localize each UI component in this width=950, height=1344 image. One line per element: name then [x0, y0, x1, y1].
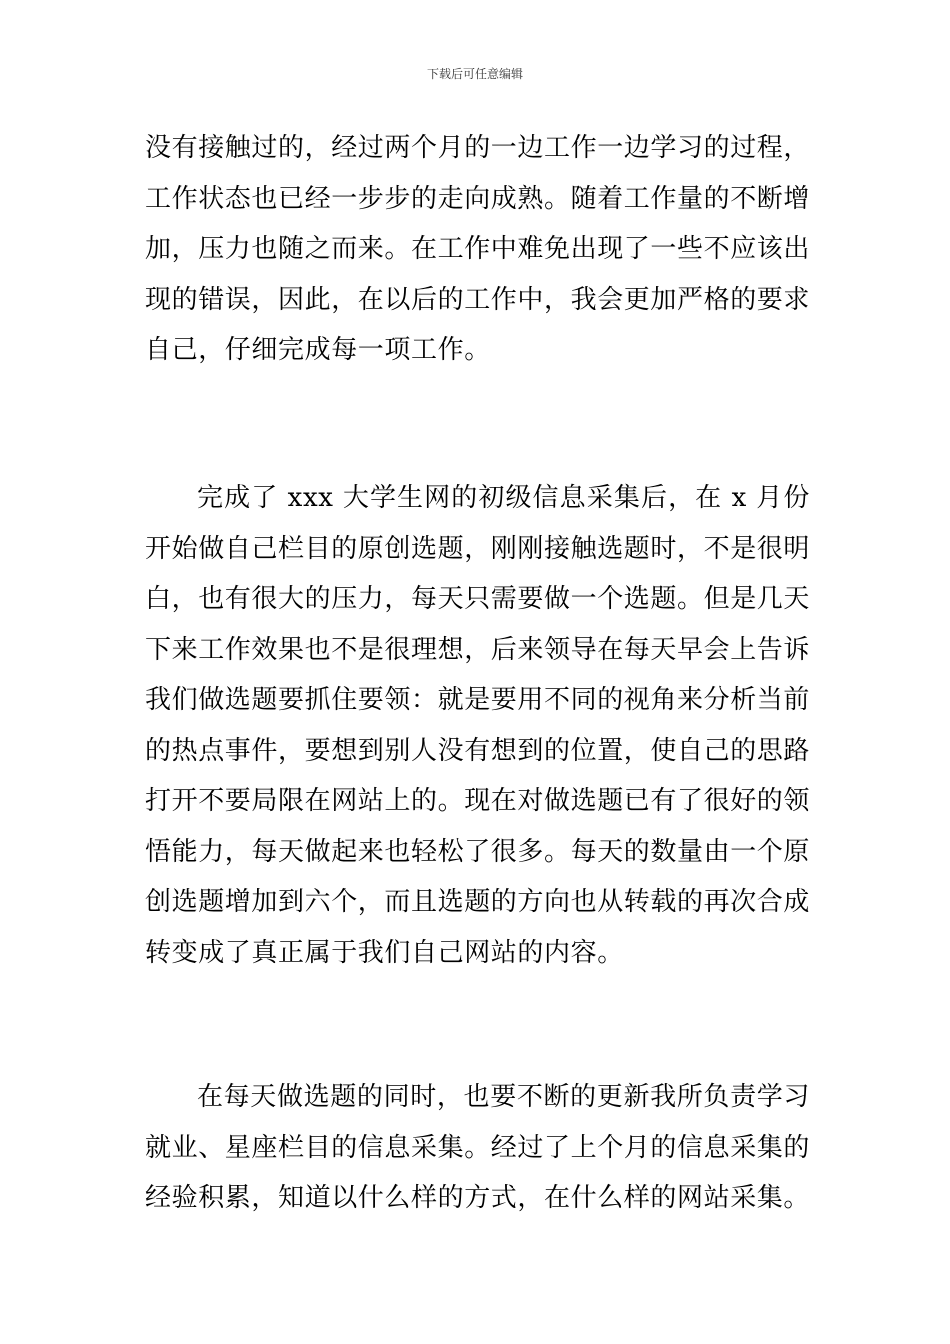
paragraph-continuation: 没有接触过的，经过两个月的一边工作一边学习的过程，工作状态也已经一步步的走向成熟。随着工作量的不断增加，压力也随之而来。在工作中难免出现了一些不应该出现的错误，因此，在以后的工作中，我会更加严格的要求自己，仔细完成每一项工作。: [145, 133, 811, 365]
page-header: 下载后可任意编辑: [426, 67, 523, 81]
paragraph-topic-selection: 完成了 xxx 大学生网的初级信息采集后，在 x 月份开始做自己栏目的原创选题，刚刚接触选题时，不是很明白，也有很大的压力，每天只需要做一个选题。但是几天下来工作效果也不是很理想，后来领导在每天早会上告诉我们做选题要抓住要领：就是要用不同的视角来分析当前的热点事件，要想到别人没有想到的位置，使自己的思路打开不要局限在网站上的。现在对做选题已有了很好的领悟能力，每天做起来也轻松了很多。每天的数量由一个原创选题增加到六个，而且选题的方向也从转载的再次合成转变成了真正属于我们自己网站的内容。: [145, 483, 811, 968]
paragraph-info-collection: 在每天做选题的同时，也要不断的更新我所负责学习就业、星座栏目的信息采集。经过了上个月的信息采集的经验积累，知道以什么样的方式，在什么样的网站采集。: [145, 1082, 811, 1213]
